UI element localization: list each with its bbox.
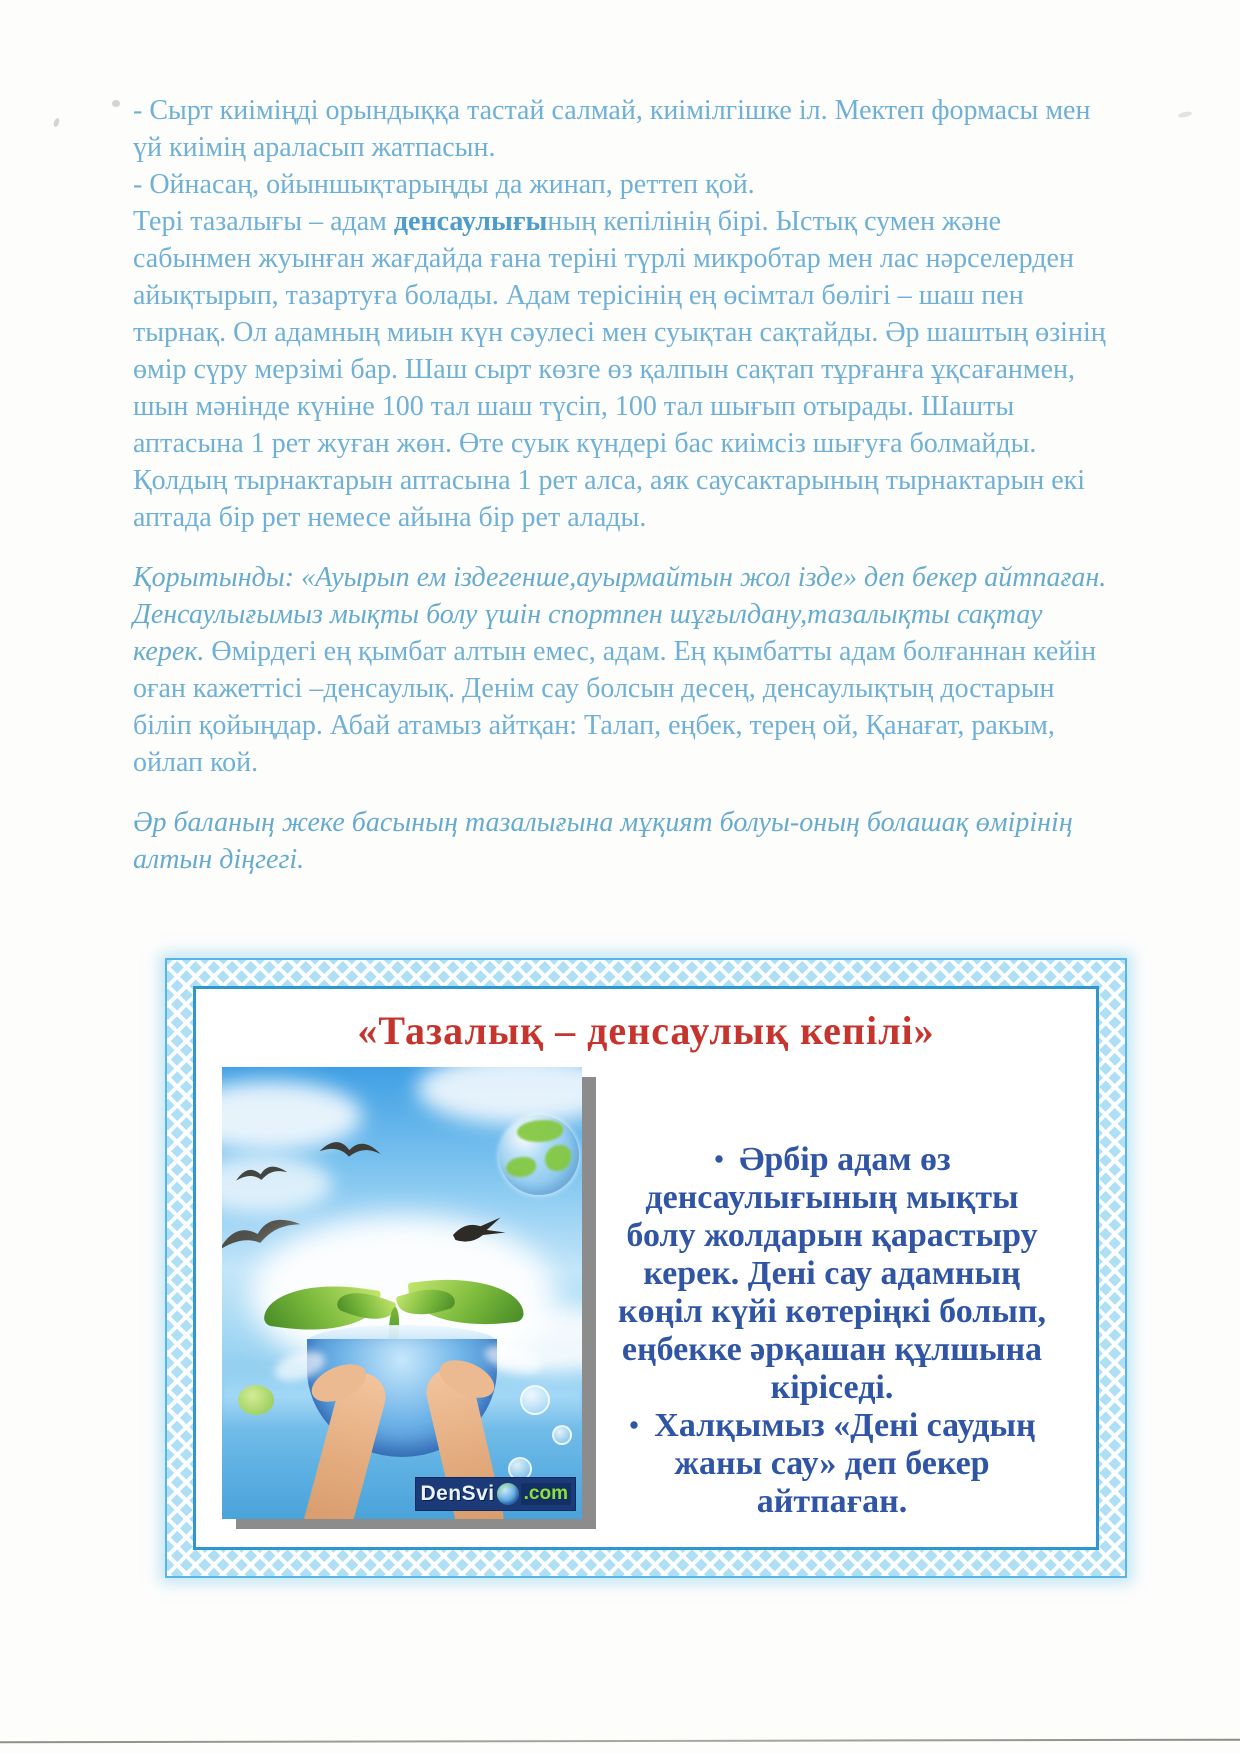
cloud-shape: [417, 1067, 582, 1125]
lime-shape: [238, 1385, 274, 1415]
scan-edge-line: [0, 1739, 1240, 1744]
swallow-icon: [448, 1215, 508, 1245]
poster-illustration: [222, 1067, 582, 1519]
closing-italic: Әр баланың жеке басының тазалығына мұқият болуы-оның болашақ өмірінің алтын діңгегі.: [133, 807, 1073, 875]
scan-artifact: [53, 117, 61, 127]
bubble-shape: [552, 1425, 572, 1445]
continent-shape: [545, 1145, 571, 1171]
continent-shape: [506, 1157, 536, 1177]
scan-artifact: [112, 100, 120, 107]
bullet-icon: •: [714, 1144, 725, 1175]
highlighted-word: денсаулығы: [393, 206, 548, 237]
scan-artifact: [1178, 111, 1193, 119]
earth-bubble-icon: [499, 1115, 579, 1195]
paragraph-hygiene: [133, 92, 1118, 536]
body-text-block: [133, 92, 1118, 901]
bullet-text: Әрбір адам өз денсаулығының мықты болу жолдарын қарастыру керек. Дені сау адамның көңіл күйі көтеріңкі болып, еңбекке әрқашан құлшына кіріседі.: [617, 1141, 1046, 1406]
conclusion-italic: Қорытынды: «Ауырып ем іздегенше,ауырмайтын жол ізде» деп бекер айтпаған. Денсаулығымыз мықты болу үшін спортпен шұғылдану,тазалықты сақтау керек.: [133, 562, 1107, 667]
skin-text-lead: Тері тазалығы – адам: [133, 206, 394, 237]
poster-bullet-list: [600, 1067, 1080, 1521]
poster-title: «Тазалық – денсаулық кепілі»: [357, 1008, 935, 1053]
bullet-text: Халқымыз «Дені саудың жаны сау» деп бекер айтпаған.: [654, 1407, 1036, 1520]
watermark-suffix: .com: [521, 1483, 571, 1505]
paragraph-closing: [133, 804, 1118, 878]
continent-shape: [517, 1120, 563, 1142]
rule-item-1: - Сырт киіміңді орындыққа тастай салмай, киімілгішке іл. Мектеп формасы мен үй киімің араласып жатпасын.: [133, 95, 1091, 163]
rule-item-2: - Ойнасаң, ойыншықтарыңды да жинап, реттеп қой.: [133, 169, 755, 200]
bubble-shape: [520, 1385, 550, 1415]
poster-content: [196, 1054, 1096, 1521]
poster-bullet: [610, 1141, 1054, 1407]
watermark-brand: DenSvi: [420, 1482, 495, 1505]
skin-text-rest: ның кепілінің бірі. Ыстық сумен және сабынмен жуынған жағдайда ғана теріні түрлі микробтар мен лас нәрселерден айықтырып, тазартуға болады. Адам терісінің ең өсімтал бөлігі – шаш пен тырнақ. Ол адамның миын күн сәулесі мен суықтан сақтайды. Әр шаштың өзінің өмір сүру мерзімі бар. Шаш сырт көзге өз қалпын сақтап тұрғанға ұқсағанмен, шын мәнінде күніне 100 тал шаш түсіп, 100 тал шығып отырады. Шашты аптасына 1 рет жуған жөн. Өте суык күндері бас киімсіз шығуға болмайды. Қолдың тырнактарын аптасына 1 рет алса, аяк саусактарының тырнактарын екі аптада бір рет немесе айына бір рет алады.: [133, 206, 1106, 533]
poster-bullet: [610, 1407, 1054, 1521]
poster-frame: [165, 958, 1127, 1578]
paragraph-conclusion: [133, 559, 1118, 781]
globe-icon: [497, 1483, 519, 1505]
conclusion-regular: Өмірдегі ең қымбат алтын емес, адам. Ең қымбатты адам болғаннан кейін оған кажеттісі –денсаулық. Денім сау болсын десең, денсаулықтың достарын біліп қойыңдар. Абай атамыз айтқан: Талап, еңбек, терең ой, Қанағат, ракым, ойлап кой.: [133, 636, 1097, 778]
watermark: [415, 1477, 576, 1511]
bullet-icon: •: [629, 1410, 640, 1441]
bird-icon: [317, 1135, 385, 1166]
poster-inner: [193, 986, 1099, 1550]
skin-cleanliness-text: [133, 203, 1118, 536]
